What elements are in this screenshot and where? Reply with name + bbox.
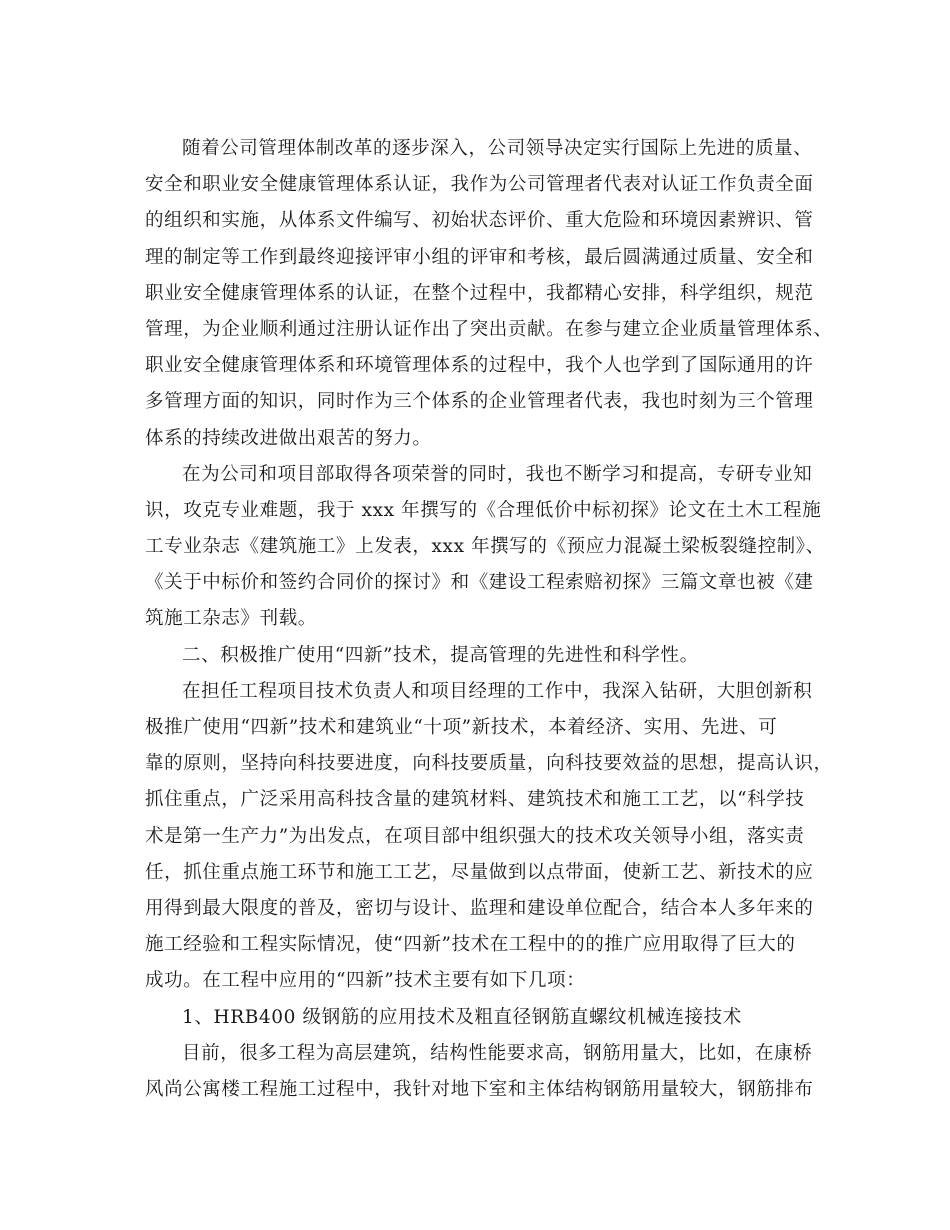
paragraph-line: 成功。在工程中应用的“四新”技术主要有如下几项： — [145, 970, 586, 992]
paragraph-line: 施工经验和工程实际情况，使“四新”技术在工程中的的推广应用取得了巨大的 — [145, 934, 796, 956]
paragraph-line: 《关于中标价和签约合同价的探讨》和《建设工程索赔初探》三篇文章也被《建 — [145, 572, 814, 594]
paragraph-first-line: 随着公司管理体制改革的逐步深入，公司领导决定实行国际上先进的质量、 — [182, 138, 813, 159]
paragraph-line: 抓住重点，广泛采用高科技含量的建筑材料、建筑技术和施工工艺，以“科学技 — [145, 789, 805, 811]
paragraph-line: 术是第一生产力”为出发点，在项目部中组织强大的技术攻关领导小组，落实责 — [145, 825, 805, 847]
paragraph-first-line: 在担任工程项目技术负责人和项目经理的工作中，我深入钻研，大胆创新积 — [182, 680, 813, 702]
paragraph-line: 理的制定等工作到最终迎接评审小组的评审和考核，最后圆满通过质量、安全和 — [145, 246, 814, 268]
paragraph-first-line: 1、HRB400 级钢筋的应用技术及粗直径钢筋直螺纹机械连接技术 — [182, 1006, 742, 1028]
paragraph-line: 职业安全健康管理体系的认证，在整个过程中，我都精心安排，科学组织，规范 — [145, 282, 814, 304]
paragraph-line: 风尚公寓楼工程施工过程中，我针对地下室和主体结构钢筋用量较大，钢筋排布 — [145, 1078, 814, 1100]
paragraph-line: 多管理方面的知识，同时作为三个体系的企业管理者代表，我也时刻为三个管理 — [145, 391, 814, 413]
paragraph-line: 靠的原则，坚持向科技要进度，向科技要质量，向科技要效益的思想，提高认识， — [145, 753, 833, 775]
paragraph-line: 用得到最大限度的普及，密切与设计、监理和建设单位配合，结合本人多年来的 — [145, 897, 814, 919]
paragraph-first-line: 在为公司和项目部取得各项荣誉的同时，我也不断学习和提高，专研专业知 — [182, 463, 813, 485]
document-body — [145, 131, 833, 1108]
paragraph-line: 筑施工杂志》刊载。 — [145, 608, 317, 630]
paragraph-first-line: 目前，很多工程为高层建筑，结构性能要求高，钢筋用量大，比如，在康桥 — [182, 1042, 813, 1064]
paragraph-line: 安全和职业安全健康管理体系认证，我作为公司管理者代表对认证工作负责全面 — [145, 174, 814, 196]
paragraph-line: 工专业杂志《建筑施工》上发表，xxx 年撰写的《预应力混凝土梁板裂缝控制》、 — [145, 536, 825, 558]
paragraph-line: 的组织和实施，从体系文件编写、初始状态评价、重大危险和环境因素辨识、管 — [145, 210, 814, 232]
paragraph-line: 管理，为企业顺利通过注册认证作出了突出贡献。在参与建立企业质量管理体系、 — [145, 318, 833, 340]
paragraph-line: 识，攻克专业难题，我于 xxx 年撰写的《合理低价中标初探》论文在土木工程施 — [145, 499, 822, 521]
paragraph-line: 任，抓住重点施工环节和施工工艺，尽量做到以点带面，使新工艺、新技术的应 — [145, 861, 814, 883]
paragraph-line: 体系的持续改进做出艰苦的努力。 — [145, 427, 432, 449]
paragraph-line: 极推广使用“四新”技术和建筑业“十项”新技术，本着经济、实用、先进、可 — [145, 717, 778, 738]
paragraph-line: 职业安全健康管理体系和环境管理体系的过程中，我个人也学到了国际通用的许 — [145, 355, 814, 377]
paragraph-first-line: 二、积极推广使用“四新”技术，提高管理的先进性和科学性。 — [182, 644, 699, 666]
